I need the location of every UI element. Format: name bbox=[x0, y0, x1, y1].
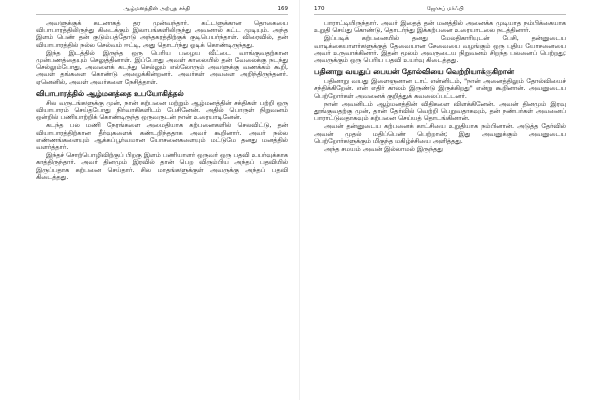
running-title: ஆழ்மனத்தின் அற்புத சக்தி bbox=[123, 6, 191, 12]
paragraph: அவளுக்குக் கடனாகத் தர முன்வந்தார். கட்டளுக்கான தொகையை விபாபாரத்திலிருந்து கிடைக்கும் இலாபங்களிலிருந்து அவனால் கட்ட முடியும். அந்த இளம் பெண் தன் குடும்பத்தோடு அந்தகரத்திற்குக் குடிபெயர்ந்தாள். விரைவில், தன் வியாபாரத்தில் நல்ல செல்வம் ஈட்டி, அது தொடர்ந்து ஓடிக் கொண்டிருந்தது. bbox=[36, 19, 288, 49]
paragraph: அவன் தன்னுடைய கற்பனைக் காட்சியை உறுதியாக நம்பினான். அடுத்த தேர்வில் அவன் முதல் மதிப்பெண் பெற்றான்; இது அவனுக்கும் அவனுடைய பெற்றோர்களுக்கும் மிகுந்த மகிழ்ச்சியை அளித்தது. bbox=[314, 122, 566, 145]
section-heading: விபாபாரத்தில் ஆழ்மனத்தை உபயோகித்தல் bbox=[36, 88, 184, 98]
page-number: 169 bbox=[277, 6, 288, 12]
paragraph: பாராட்டியிருந்தார். அவர் இதைத் தன் மனத்தில் அனைக்க முடியாத நம்பிக்கையாக உறுதி செய்து கொண்டு, தொடர்ந்து இக்கற்பனை உரையாடலை நடத்தினார். bbox=[314, 19, 566, 35]
paragraph: இந்த இடத்தில் இருந்த ஒரு பெரிய பழைய வீட்டை வாங்குவதற்கான முன்பணத்தையும் செலுத்தினாள். இப்போது அவள் காலையில் தன் வேலைக்கு நடந்து செல்லும்போது, அவளைக் கடந்து செல்லும் எல்லோரும் அவளுக்கு வணக்கம் கூறி, அவள் தங்களை கொண்டு அழைக்கின்றனர். அவர்கள் அவளை அறிந்திருந்தனர். ஏனெனில், அவள் அவர்களை நேசித்தாள். bbox=[36, 48, 288, 86]
paragraph: நான் அவனிடம் ஆழ்மனத்தின் விதிகளை விளக்கினேன். அவன் தினமும் இரவு தூங்குவதற்கு முன், தான் தேர்வில் வெற்றி பெறுவதாகவும், தன் நண்பர்கள் அவனைப் பாராட்டுவதாகவும் கற்பனை செய்யத் தொடங்கினான். bbox=[314, 99, 566, 123]
paragraph: இப்படிக் கற்பனையில் தனது மேலதிகாரியுடன் பேசி, தன்னுடைய வாடிக்கையாளர்களுக்குத் தேவையான சேவையை வழங்கும் ஒரு புதிய யோசனையை அவர் உருவாக்கினார். இதன் மூலம் அவருடைய நிறுவனம் சிறந்த பலனைப் பெற்றது; அவருக்கும் ஒரு பெரிய பதவி உயர்வு கிடைத்தது. bbox=[314, 34, 566, 65]
right-page bbox=[300, 0, 600, 400]
paragraph: சில வருடங்களுக்கு முன், நான் கற்பனை மற்றும் ஆழ்மனத்தின் சக்திகள் பற்றி ஒரு வியாபாரம் செய்தபோது நிர்வாகிகளிடம் பேசினேன். அதில் பொருள் நிறுவனம் ஒன்றில் பணியாற்றிக் கொண்டிருந்த ஒருவருடன் நான் உரையாடினேன். bbox=[36, 98, 288, 122]
page-number: 170 bbox=[314, 6, 325, 12]
paragraph: பதினாறு வயது இளைஞனான டாட் என்னிடம், "நான் அனைத்திலும் தோல்வியைச் சந்திக்கிறேன். என் எதிர் காலம் இருண்டு இருக்கிறது" என்று கூறினான். அவனுடைய பெற்றோர்கள் அவனைக் குறித்துக் கவலைப்பட்டனர். bbox=[314, 77, 566, 100]
right-page-header bbox=[314, 6, 566, 15]
paragraph: இந்தச் சொற்பொழிவிற்குப் பிறகு இளம் பணியாளர் ஒருவர் ஒரு பதவி உயர்வுக்காக காத்திருந்தார். அவர் தினமும் இரவில் தான் பெற விரும்பிய அந்தப் பதவியில் இருப்பதாக கற்பனை செய்தார். சில மாதங்களுக்குள் அவருக்கு அந்தப் பதவி கிடைத்தது. bbox=[36, 151, 288, 181]
section-heading: பதினாறு வயதுப் பையன் தோல்வியை வெற்றியாக்குகிறான் bbox=[314, 67, 514, 77]
paragraph: அந்த சமயம் அவன் இல்லாமல் இருந்தது bbox=[324, 145, 443, 154]
running-title: ஜோசப் மர்ஃபி bbox=[426, 6, 464, 12]
left-page-header bbox=[36, 6, 288, 15]
paragraph: கடந்த பல மணி நேரங்களை அமைதியாக கற்பனைகளில் செலவிட்டு, தன் வியாபாரத்திற்கான தீர்வுகளைக் கண்டறிந்ததாக அவர் கூறினார். அவர் நல்ல எண்ணங்களையும் ஆக்கப்பூர்வமான யோசனைகளையும் மட்டுமே தனது மனத்தில் வளர்த்தார். bbox=[36, 121, 288, 152]
